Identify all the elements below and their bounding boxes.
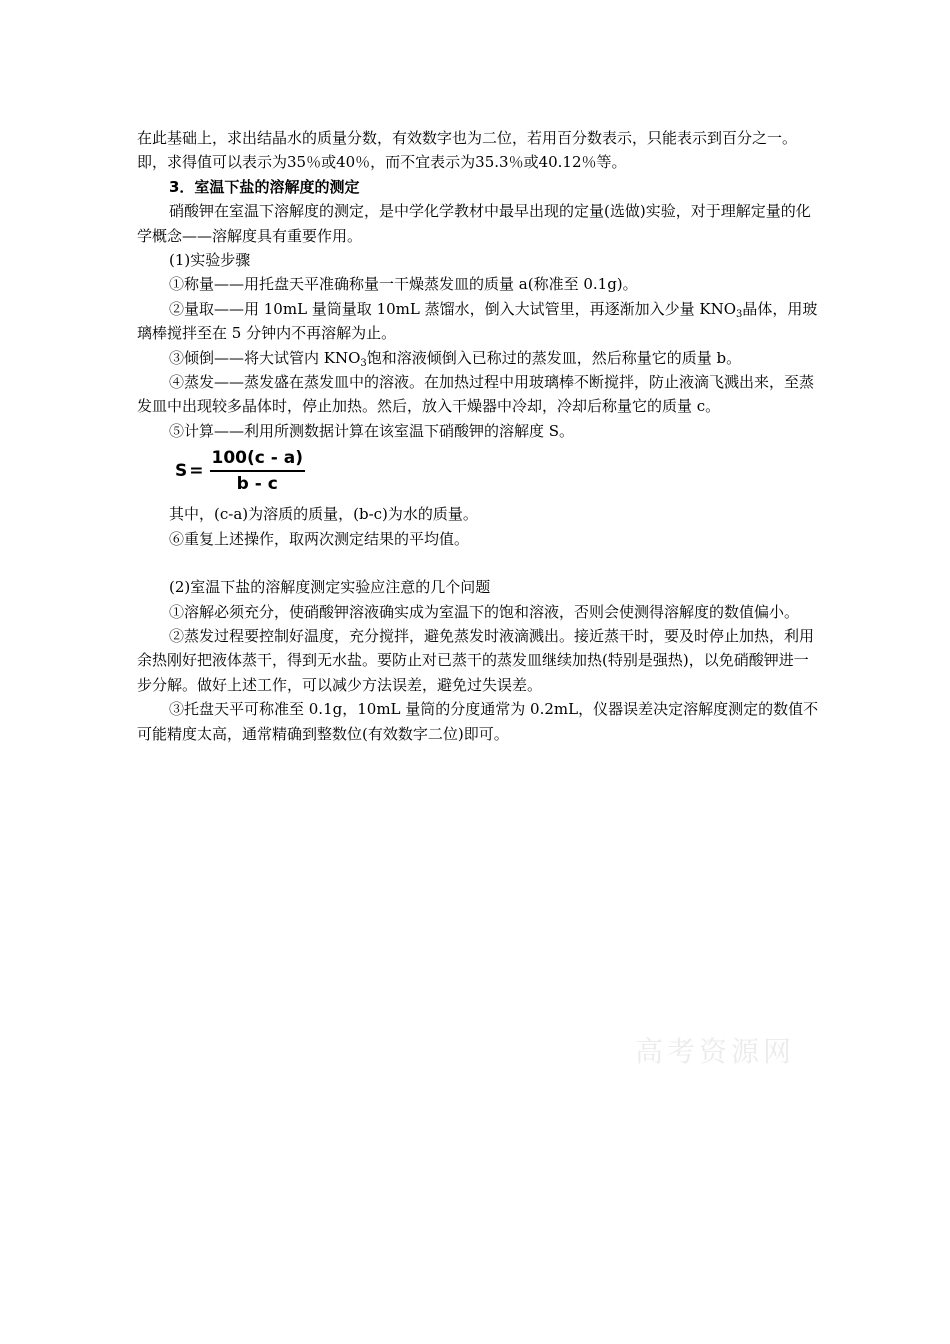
step-3-text-a: ③倾倒——将大试管内 KNO — [169, 348, 361, 367]
step-6: ⑥重复上述操作，取两次测定结果的平均值。 — [169, 529, 470, 548]
main-paragraph: 硝酸钾在室温下溶解度的测定，是中学化学教材中最早出现的定量(选做)实验，对于理解定量的化学概念——溶解度具有重要作用。 — [137, 202, 811, 245]
step-2 — [137, 297, 822, 346]
formula-numerator: 100(c - a) — [210, 448, 305, 472]
step-3-text-b: 饱和溶液倾倒入已称过的蒸发皿，然后称量它的质量 b。 — [366, 348, 742, 367]
watermark: 高考资源网 — [635, 1035, 796, 1068]
step-3 — [137, 346, 822, 370]
intro-paragraph: 在此基础上，求出结晶水的质量分数，有效数字也为二位，若用百分数表示，只能表示到百分之一。即，求得值可以表示为35％或40％，而不宜表示为35.3％或40.12％等。 — [137, 129, 798, 172]
section-heading: 3．室温下盐的溶解度的测定 — [169, 177, 360, 196]
note-1: ①溶解必须充分，使硝酸钾溶液确实成为室温下的饱和溶液，否则会使测得溶解度的数值偏小。 — [169, 602, 800, 621]
step-1: ①称量——用托盘天平准确称量一干燥蒸发皿的质量 a(称准至 0.1g)。 — [169, 275, 638, 294]
step-2-text-a: ②量取——用 10mL 量筒量取 10mL 蒸馏水，倒入大试管里，再逐渐加入少量 KNO — [169, 299, 737, 318]
formula-lhs: S — [175, 461, 188, 482]
document-body — [137, 126, 822, 746]
step-2-subscript: 3 — [736, 308, 743, 320]
step-4: ④蒸发——蒸发盛在蒸发皿中的溶液。在加热过程中用玻璃棒不断搅拌，防止液滴飞溅出来，至蒸发皿中出现较多晶体时，停止加热。然后，放入干燥器中冷却，冷却后称量它的质量 c。 — [137, 373, 815, 416]
note-2: ②蒸发过程要控制好温度，充分搅拌，避免蒸发时液滴溅出。接近蒸干时，要及时停止加热，利用余热刚好把液体蒸干，得到无水盐。要防止对已蒸干的蒸发皿继续加热(特别是强热)，以免硝酸钾进一步分解。做好上述工作，可以减少方法误差，避免过失误差。 — [137, 626, 815, 694]
step-3-subscript: 3 — [360, 357, 367, 369]
step-5: ⑤计算——利用所测数据计算在该室温下硝酸钾的溶解度 S。 — [169, 421, 575, 440]
formula-denominator: b - c — [236, 474, 278, 495]
formula-note: 其中，(c-a)为溶质的质量，(b-c)为水的质量。 — [169, 505, 478, 524]
spacer — [137, 551, 822, 575]
step-2-text-b: 晶体，用玻璃棒搅拌至在 5 分钟内不再溶解为止。 — [137, 299, 818, 343]
notes-title: (2)室温下盐的溶解度测定实验应注意的几个问题 — [169, 578, 491, 597]
steps-title: (1)实验步骤 — [169, 251, 251, 270]
formula-fraction — [210, 448, 305, 494]
note-3: ③托盘天平可称准至 0.1g，10mL 量筒的分度通常为 0.2mL，仪器误差决定溶解度测定的数值不可能精度太高，通常精确到整数位(有效数字二位)即可。 — [137, 700, 819, 743]
formula-equals: = — [189, 461, 204, 482]
solubility-formula — [175, 446, 822, 496]
